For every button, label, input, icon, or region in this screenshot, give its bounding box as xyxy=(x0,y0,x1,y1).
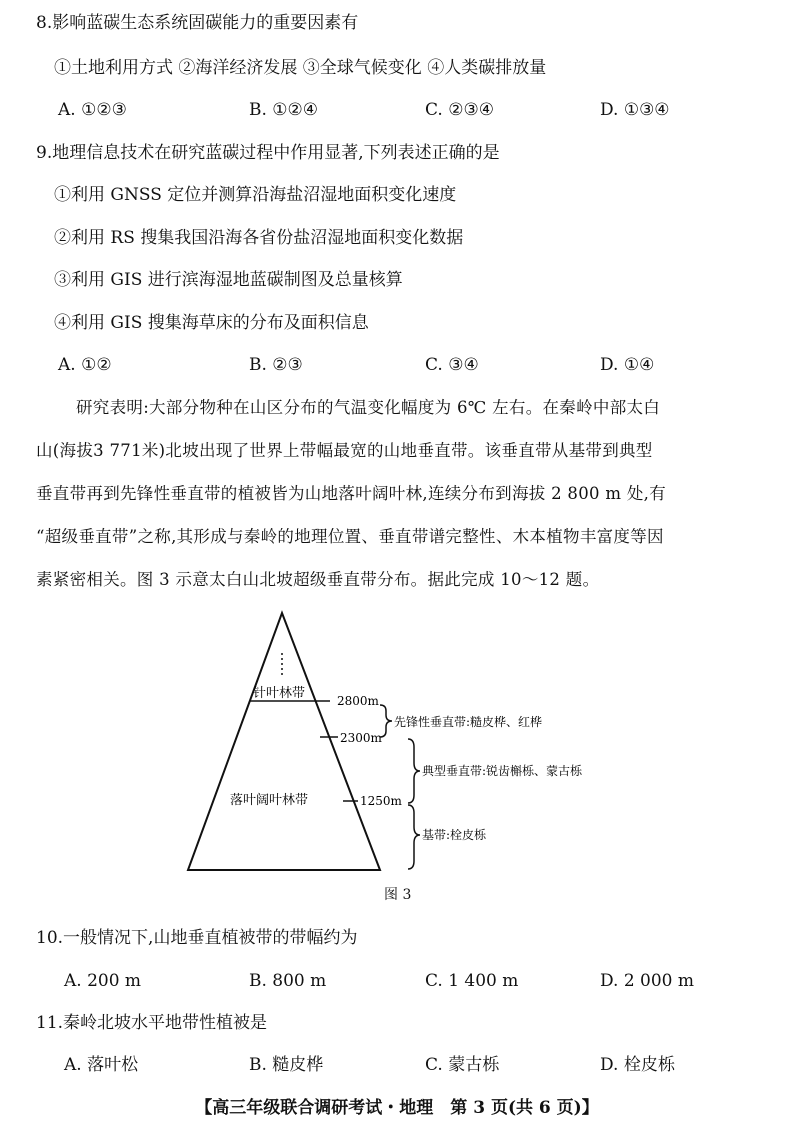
elevation-2800: 2800m xyxy=(337,694,379,708)
figure-caption: 图 3 xyxy=(384,887,412,903)
q9-item-1: ①利用 GNSS 定位并测算沿海盐沼湿地面积变化速度 xyxy=(54,185,457,205)
q9-item-2: ②利用 RS 搜集我国沿海各省份盐沼湿地面积变化数据 xyxy=(54,228,464,248)
zone-base-label: 基带:栓皮栎 xyxy=(422,828,487,842)
q10-option-b: B. 800 m xyxy=(249,971,327,991)
q8-option-b: B. ①②④ xyxy=(249,100,319,120)
q9-item-4: ④利用 GIS 搜集海草床的分布及面积信息 xyxy=(54,313,369,333)
passage-line-2: 山(海拔3 771米)北坡出现了世界上带幅最宽的山地垂直带。该垂直带从基带到典型 xyxy=(36,441,653,460)
zone-pioneer-label: 先锋性垂直带:糙皮桦、红桦 xyxy=(394,715,543,729)
q8-option-a: A. ①②③ xyxy=(58,100,127,120)
passage-line-4: “超级垂直带”之称,其形成与秦岭的地理位置、垂直带谱完整性、木本植物丰富度等因 xyxy=(36,527,664,546)
deciduous-label: 落叶阔叶林带 xyxy=(230,793,309,808)
q11-option-b: B. 糙皮桦 xyxy=(249,1055,324,1075)
q8-option-d: D. ①③④ xyxy=(600,100,670,120)
elevation-1250: 1250m xyxy=(360,794,402,808)
page-footer: 【高三年级联合调研考试・地理 第 3 页(共 6 页)】 xyxy=(195,1098,599,1118)
q8-option-c: C. ②③④ xyxy=(425,100,494,120)
q9-option-b: B. ②③ xyxy=(249,355,303,375)
q11-stem: 11.秦岭北坡水平地带性植被是 xyxy=(36,1013,268,1033)
q9-item-3: ③利用 GIS 进行滨海湿地蓝碳制图及总量核算 xyxy=(54,270,403,290)
q9-stem: 9.地理信息技术在研究蓝碳过程中作用显著,下列表述正确的是 xyxy=(36,143,500,163)
passage-line-3: 垂直带再到先锋性垂直带的植被皆为山地落叶阔叶林,连续分布到海拔 2 800 m 处,有 xyxy=(36,484,667,503)
q11-option-d: D. 栓皮栎 xyxy=(600,1055,675,1075)
zone-typical-label: 典型垂直带:锐齿槲栎、蒙古栎 xyxy=(422,764,583,778)
q9-option-c: C. ③④ xyxy=(425,355,479,375)
q9-option-d: D. ①④ xyxy=(600,355,655,375)
q9-option-a: A. ①② xyxy=(58,355,112,375)
q8-stem: 8.影响蓝碳生态系统固碳能力的重要因素有 xyxy=(36,13,359,33)
elevation-2300: 2300m xyxy=(340,731,382,745)
coniferous-label: 针叶林带 xyxy=(253,686,306,701)
q10-option-c: C. 1 400 m xyxy=(425,971,519,991)
brace-base xyxy=(408,805,420,869)
q10-option-d: D. 2 000 m xyxy=(600,971,695,991)
brace-typical xyxy=(408,739,420,803)
q10-option-a: A. 200 m xyxy=(64,971,142,991)
q10-stem: 10.一般情况下,山地垂直植被带的带幅约为 xyxy=(36,928,358,948)
figure-3-diagram xyxy=(170,605,630,895)
q11-option-c: C. 蒙古栎 xyxy=(425,1055,500,1075)
passage-line-5: 素紧密相关。图 3 示意太白山北坡超级垂直带分布。据此完成 10～12 题。 xyxy=(36,570,600,589)
q11-option-a: A. 落叶松 xyxy=(64,1055,139,1075)
passage-line-1: 研究表明:大部分物种在山区分布的气温变化幅度为 6℃ 左右。在秦岭中部太白 xyxy=(76,398,661,417)
q8-items: ①土地利用方式 ②海洋经济发展 ③全球气候变化 ④人类碳排放量 xyxy=(54,58,547,78)
